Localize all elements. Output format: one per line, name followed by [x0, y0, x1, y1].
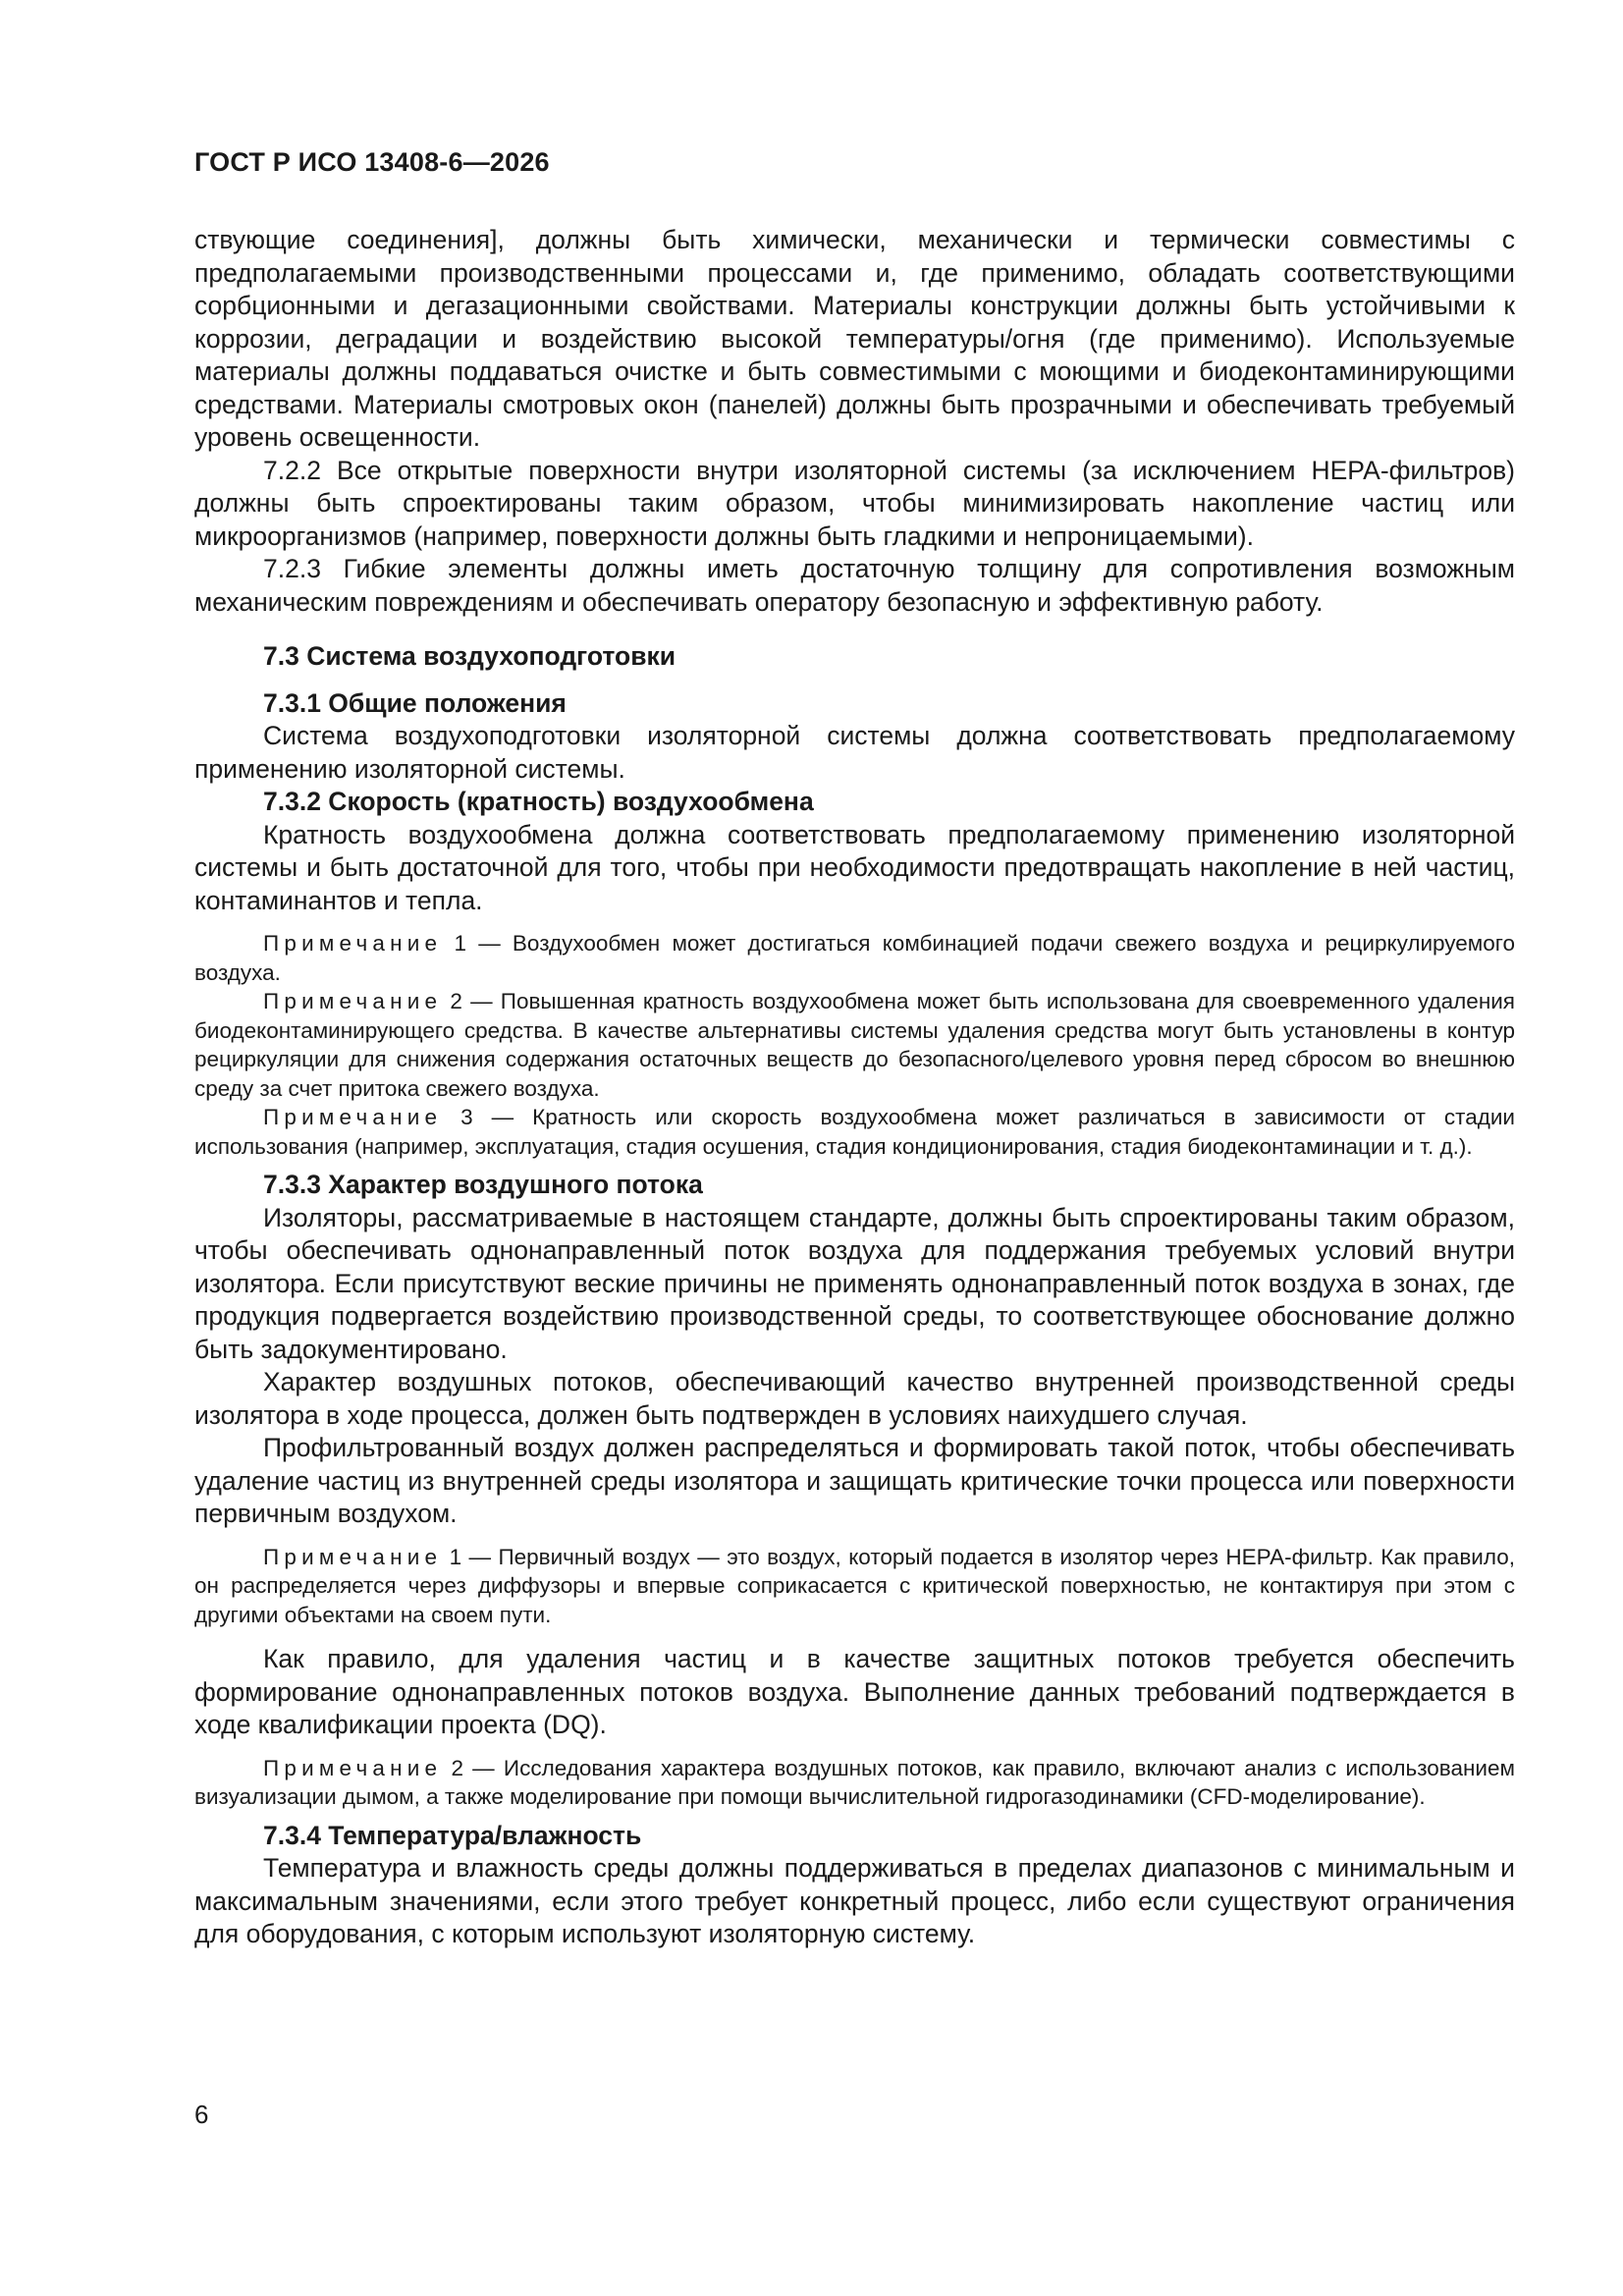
heading-7-3-4: 7.3.4 Температура/влажность — [263, 1820, 642, 1850]
heading-7-3: 7.3 Система воздухоподготовки — [263, 641, 676, 671]
paragraph-7-3-3-a: Изоляторы, рассматриваемые в настоящем стандарте, должны быть спроектированы таким образом, чтобы обеспечивать однонаправленный поток воздуха для поддержания требуемых условий внутри изолятора. Если присутствуют веские причины не применять однонаправленный поток воздуха в зонах, где продукция подвергается воздействию производственной среды, то соответствующее обоснование должно быть задокументировано. — [194, 1202, 1515, 1364]
page-content — [194, 224, 1515, 1951]
note-text: 2 — Повышенная кратность воздухообмена может быть использована для своевременного удаления биодеконтаминирующего средства. В качестве альтернативы системы удаления средства могут быть установлены в контур рециркуляции для снижения содержания остаточных веществ до безопасного/целевого уровня перед сбросом во внешнюю среду за счет притока свежего воздуха. — [194, 989, 1515, 1101]
paragraph-7-3-3-b: Характер воздушных потоков, обеспечивающий качество внутренней производственной среды изолятора в ходе процесса, должен быть подтвержден в условиях наихудшего случая. — [194, 1367, 1515, 1430]
note-text: 1 — Воздухообмен может достигаться комбинацией подачи свежего воздуха и рециркулируемого воздуха. — [194, 931, 1515, 985]
note-7-3-2-2 — [194, 987, 1515, 1103]
standard-header: ГОСТ Р ИСО 13408-6—2026 — [194, 147, 550, 177]
note-label: Примечание — [263, 1544, 443, 1569]
note-text: 2 — Исследования характера воздушных потоков, как правило, включают анализ с использованием визуализации дымом, а также моделирование при помощи вычислительной гидрогазодинамики (CFD-моделирование). — [194, 1755, 1515, 1809]
heading-7-3-3: 7.3.3 Характер воздушного потока — [263, 1170, 703, 1199]
paragraph-7-2-2: 7.2.2 Все открытые поверхности внутри изоляторной системы (за исключением НЕРА-фильтров) должны быть спроектированы таким образом, чтобы минимизировать накопление частиц или микроорганизмов (например, поверхности должны быть гладкими и непроницаемыми). — [194, 455, 1515, 551]
note-7-3-2-1 — [194, 929, 1515, 987]
note-text: 3 — Кратность или скорость воздухообмена может различаться в зависимости от стадии использования (например, эксплуатация, стадия осушения, стадия кондиционирования, стадия биодеконтаминации и т. д.). — [194, 1105, 1515, 1159]
note-7-3-2-3 — [194, 1103, 1515, 1161]
page-number: 6 — [194, 2100, 209, 2129]
paragraph-7-3-2: Кратность воздухообмена должна соответствовать предполагаемому применению изоляторной системы и быть достаточной для того, чтобы при необходимости предотвращать накопление в ней частиц, контаминантов и тепла. — [194, 819, 1515, 915]
note-7-3-3-1 — [194, 1543, 1515, 1630]
note-label: Примечание — [263, 989, 443, 1013]
paragraph-continuation: ствующие соединения], должны быть химически, механически и термически совместимы с предполагаемыми производственными процессами и, где применимо, обладать соответствующими сорбционными и дегазационными свойствами. Материалы конструкции должны быть устойчивыми к коррозии, деградации и воздействию высокой температуры/огня (где применимо). Используемые материалы должны поддаваться очистке и быть совместимыми с моющими и биодеконтаминирующими средствами. Материалы смотровых окон (панелей) должны быть прозрачными и обеспечивать требуемый уровень освещенности. — [194, 225, 1515, 452]
paragraph-7-3-1: Система воздухоподготовки изоляторной системы должна соответствовать предполагаемому применению изоляторной системы. — [194, 721, 1515, 784]
note-7-3-3-2 — [194, 1754, 1515, 1812]
heading-7-3-2: 7.3.2 Скорость (кратность) воздухообмена — [263, 787, 814, 816]
note-label: Примечание — [263, 931, 443, 956]
note-label: Примечание — [263, 1105, 443, 1129]
heading-7-3-1: 7.3.1 Общие положения — [263, 687, 567, 718]
paragraph-7-3-4: Температура и влажность среды должны поддерживаться в пределах диапазонов с минимальным и максимальным значениями, если этого требует конкретный процесс, либо если существуют ограничения для оборудования, с которым используют изоляторную систему. — [194, 1853, 1515, 1948]
paragraph-7-3-3-d: Как правило, для удаления частиц и в качестве защитных потоков требуется обеспечить формирование однонаправленных потоков воздуха. Выполнение данных требований подтверждается в ходе квалификации проекта (DQ). — [194, 1644, 1515, 1739]
paragraph-7-2-3: 7.2.3 Гибкие элементы должны иметь достаточную толщину для сопротивления возможным механическим повреждениям и обеспечивать оператору безопасную и эффективную работу. — [194, 554, 1515, 617]
paragraph-7-3-3-c: Профильтрованный воздух должен распределяться и формировать такой поток, чтобы обеспечивать удаление частиц из внутренней среды изолятора и защищать критические точки процесса или поверхности первичным воздухом. — [194, 1433, 1515, 1528]
note-label: Примечание — [263, 1755, 443, 1780]
note-text: 1 — Первичный воздух — это воздух, который подается в изолятор через НЕРА-фильтр. Как правило, он распределяется через диффузоры и впервые соприкасается с критической поверхностью, не контактируя при этом с другими объектами на своем пути. — [194, 1544, 1515, 1627]
